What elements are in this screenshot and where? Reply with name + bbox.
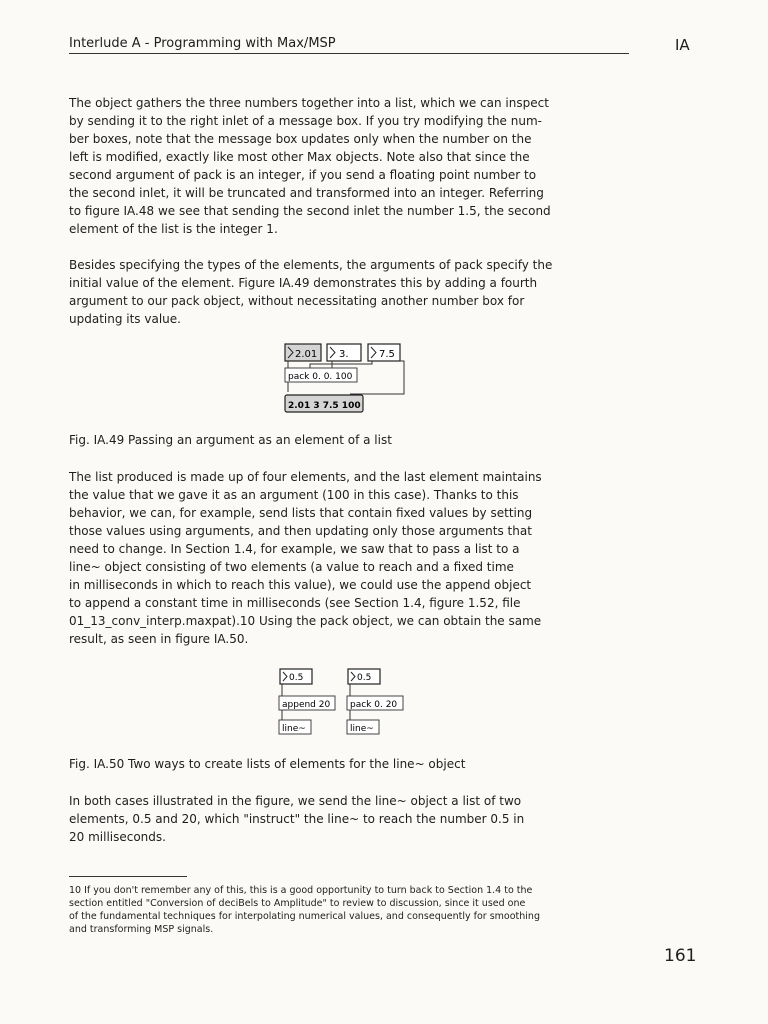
text-line: in milliseconds in which to reach this value), we could use the append object (69, 578, 532, 592)
line-object[interactable] (347, 720, 379, 734)
append-object-label: append 20 (282, 700, 331, 710)
pack-object-label: pack 0. 0. 100 (288, 372, 353, 382)
number-box-value: 0.5 (289, 673, 304, 683)
text-line: In both cases illustrated in the figure, we send the line~ object a list of two (69, 794, 522, 808)
text-line: ber boxes, note that the message box updates only when the number on the (69, 132, 532, 146)
text-line: by sending it to the right inlet of a message box. If you try modifying the num- (69, 114, 542, 128)
text-line: those values using arguments, and then updating only those arguments that (69, 524, 532, 538)
paragraph-3 (69, 468, 625, 648)
footnote-line: of the fundamental techniques for interpolating numerical values, and consequently for smoothing (69, 911, 540, 922)
page-number: 161 (664, 946, 697, 966)
append-object[interactable] (279, 696, 335, 710)
number-box-value: 0.5 (357, 673, 372, 683)
pack-object[interactable] (285, 368, 357, 382)
text-line: elements, 0.5 and 20, which "instruct" the line~ to reach the number 0.5 in (69, 812, 525, 826)
text-line: second argument of pack is an integer, if you send a floating point number to (69, 168, 537, 182)
pack-object-label: pack 0. 20 (350, 700, 398, 710)
text-line: line~ object consisting of two elements (a value to reach and a fixed time (69, 560, 514, 574)
footnote-divider (69, 876, 187, 877)
number-box-value: 7.5 (379, 349, 395, 360)
figure-50-caption: Fig. IA.50 Two ways to create lists of elements for the line~ object (69, 757, 466, 771)
text-line: The object gathers the three numbers together into a list, which we can inspect (69, 96, 549, 110)
message-box-label: 2.01 3 7.5 100 (288, 401, 361, 411)
number-box[interactable] (327, 344, 361, 361)
chapter-tag: IA (675, 36, 690, 54)
number-box-value: 3. (339, 349, 349, 360)
text-line: the value that we gave it as an argument (100 in this case). Thanks to this (69, 488, 519, 502)
paragraph-2 (69, 256, 625, 328)
paragraph-4 (69, 792, 625, 846)
number-box[interactable] (368, 344, 400, 361)
line-object-label: line~ (282, 724, 306, 734)
running-header: Interlude A - Programming with Max/MSP (69, 36, 629, 54)
footnote-line: and transforming MSP signals. (69, 924, 214, 935)
text-line: left is modified, exactly like most other Max objects. Note also that since the (69, 150, 530, 164)
footnote (69, 884, 625, 936)
text-line: 01_13_conv_interp.maxpat).10 Using the pack object, we can obtain the same (69, 614, 542, 628)
text-line: The list produced is made up of four elements, and the last element maintains (69, 470, 542, 484)
figure-49-caption: Fig. IA.49 Passing an argument as an element of a list (69, 433, 392, 447)
figure-49-patch (280, 338, 420, 420)
text-line: initial value of the element. Figure IA.49 demonstrates this by adding a fourth (69, 276, 538, 290)
text-line: to figure IA.48 we see that sending the second inlet the number 1.5, the second (69, 204, 551, 218)
text-line: updating its value. (69, 312, 181, 326)
figure-50-patch (276, 665, 416, 737)
text-line: argument to our pack object, without necessitating another number box for (69, 294, 525, 308)
paragraph-1 (69, 94, 625, 238)
text-line: behavior, we can, for example, send lists that contain fixed values by setting (69, 506, 533, 520)
line-object[interactable] (279, 720, 311, 734)
text-line: result, as seen in figure IA.50. (69, 632, 249, 646)
number-box-value: 2.01 (295, 349, 318, 360)
text-line: 20 milliseconds. (69, 830, 166, 844)
message-box[interactable] (285, 395, 363, 412)
text-line: Besides specifying the types of the elements, the arguments of pack specify the (69, 258, 553, 272)
footnote-line: section entitled "Conversion of deciBels to Amplitude" to review to discussion, since it used one (69, 898, 526, 909)
text-line: element of the list is the integer 1. (69, 222, 278, 236)
number-box[interactable] (348, 669, 380, 684)
line-object-label: line~ (350, 724, 374, 734)
number-box[interactable] (280, 669, 312, 684)
text-line: need to change. In Section 1.4, for example, we saw that to pass a list to a (69, 542, 520, 556)
text-line: the second inlet, it will be truncated and transformed into an integer. Referring (69, 186, 544, 200)
footnote-line: 10 If you don't remember any of this, this is a good opportunity to turn back to Section 1.4 to the (69, 885, 533, 896)
text-line: to append a constant time in milliseconds (see Section 1.4, figure 1.52, file (69, 596, 521, 610)
number-box[interactable] (285, 344, 321, 361)
pack-object[interactable] (347, 696, 403, 710)
